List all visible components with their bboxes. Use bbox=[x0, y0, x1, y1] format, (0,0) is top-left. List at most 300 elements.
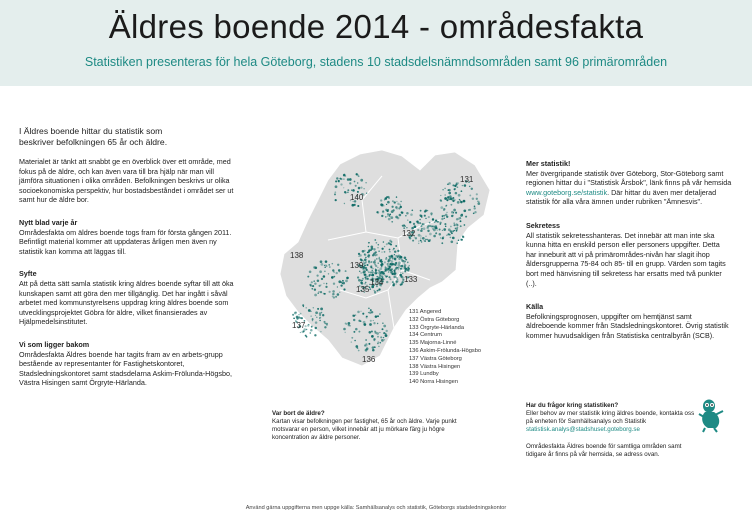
population-dot bbox=[442, 236, 444, 238]
population-dot bbox=[365, 257, 366, 258]
population-dot bbox=[324, 293, 326, 295]
mer-text-part2: . Där hittar du även mer detaljerad statistik för alla våra ämnen under rubriken "Ämnesvis". bbox=[526, 187, 717, 207]
population-dot bbox=[375, 315, 378, 318]
population-dot bbox=[444, 218, 445, 219]
population-dot bbox=[425, 218, 426, 219]
population-dot bbox=[377, 290, 378, 291]
population-dot bbox=[441, 218, 443, 220]
population-dot bbox=[440, 195, 441, 196]
population-dot bbox=[389, 249, 391, 251]
population-dot bbox=[343, 187, 344, 188]
population-dot bbox=[358, 187, 361, 190]
population-dot bbox=[353, 319, 355, 321]
population-dot bbox=[444, 197, 447, 200]
population-dot bbox=[335, 180, 337, 182]
nytt-text: Områdesfakta om äldres boende togs fram för första gången 2011. Befintligt material kommer att uppdateras årligen men även ny statistik kan komma att läggas till. bbox=[19, 227, 232, 256]
population-dot bbox=[360, 320, 361, 321]
population-dot bbox=[400, 268, 402, 270]
population-dot bbox=[360, 311, 361, 312]
population-dot bbox=[404, 266, 406, 268]
population-dot bbox=[469, 186, 471, 188]
population-dot bbox=[365, 339, 367, 341]
population-dot bbox=[300, 332, 301, 333]
population-dot bbox=[335, 199, 337, 201]
population-dot bbox=[443, 209, 444, 210]
population-dot bbox=[369, 288, 371, 290]
map-label: 133 bbox=[404, 275, 418, 284]
map-label: 137 bbox=[292, 321, 306, 330]
population-dot bbox=[457, 182, 459, 184]
population-dot bbox=[442, 215, 444, 217]
population-dot bbox=[380, 272, 382, 274]
population-dot bbox=[347, 178, 350, 181]
map-label: 138 bbox=[290, 251, 304, 260]
population-dot bbox=[357, 205, 359, 207]
population-dot bbox=[336, 272, 338, 274]
population-dot bbox=[354, 181, 356, 183]
population-dot bbox=[456, 224, 458, 226]
population-dot bbox=[307, 276, 309, 278]
population-dot bbox=[388, 259, 391, 262]
population-dot bbox=[453, 197, 454, 198]
population-dot bbox=[464, 224, 466, 226]
population-dot bbox=[329, 266, 331, 268]
population-dot bbox=[375, 268, 376, 269]
population-dot bbox=[462, 236, 463, 237]
population-dot bbox=[404, 257, 407, 260]
population-dot bbox=[367, 252, 368, 253]
population-dot bbox=[351, 341, 352, 342]
population-dot bbox=[425, 236, 427, 238]
population-dot bbox=[381, 261, 383, 263]
population-dot bbox=[473, 212, 475, 214]
population-dot bbox=[312, 318, 314, 320]
population-dot bbox=[373, 248, 375, 250]
population-dot bbox=[418, 243, 419, 244]
population-dot bbox=[450, 240, 453, 243]
population-dot bbox=[371, 331, 373, 333]
population-dot bbox=[378, 346, 380, 348]
population-dot bbox=[313, 307, 314, 308]
population-dot bbox=[444, 229, 445, 230]
population-dot bbox=[367, 278, 369, 280]
population-dot bbox=[386, 281, 388, 283]
population-dot bbox=[450, 230, 453, 233]
population-dot bbox=[320, 260, 323, 263]
population-dot bbox=[292, 314, 294, 316]
population-dot bbox=[377, 267, 378, 268]
population-dot bbox=[389, 242, 391, 244]
population-dot bbox=[377, 341, 379, 343]
population-dot bbox=[390, 216, 393, 219]
population-dot bbox=[372, 268, 374, 270]
population-dot bbox=[333, 296, 335, 298]
population-dot bbox=[324, 326, 326, 328]
population-dot bbox=[459, 199, 461, 201]
population-dot bbox=[449, 195, 452, 198]
population-dot bbox=[372, 349, 375, 352]
population-dot bbox=[457, 186, 459, 188]
population-dot bbox=[309, 284, 311, 286]
population-dot bbox=[321, 312, 322, 313]
population-dot bbox=[377, 270, 378, 271]
mer-text-part: Mer övergripande statistik över Göteborg, Stor-Göteborg samt regionen hittar du i "Statistisk Årsbok", länk finns på vår hemsida bbox=[526, 168, 732, 188]
population-dot bbox=[389, 251, 391, 253]
population-dot bbox=[314, 266, 317, 269]
population-dot bbox=[351, 190, 352, 191]
legend-item: 139 Lundby bbox=[409, 371, 439, 378]
population-dot bbox=[369, 248, 372, 251]
population-dot bbox=[454, 188, 455, 189]
population-dot bbox=[306, 329, 307, 330]
left-column bbox=[19, 126, 241, 388]
population-dot bbox=[383, 337, 384, 338]
population-dot bbox=[446, 205, 447, 206]
population-dot bbox=[378, 250, 379, 251]
population-dot bbox=[364, 253, 366, 255]
population-dot bbox=[395, 255, 396, 256]
population-dot bbox=[424, 210, 426, 212]
population-dot bbox=[455, 192, 458, 195]
population-dot bbox=[435, 233, 436, 234]
population-dot bbox=[380, 199, 382, 201]
population-dot bbox=[450, 204, 452, 206]
population-dot bbox=[428, 216, 430, 218]
population-dot bbox=[368, 246, 370, 248]
syfte-heading: Syfte bbox=[19, 269, 37, 279]
population-dot bbox=[362, 278, 364, 280]
population-dot bbox=[461, 190, 463, 192]
population-dot bbox=[368, 254, 371, 257]
population-dot bbox=[320, 331, 322, 333]
population-dot bbox=[460, 220, 462, 222]
population-dot bbox=[444, 223, 446, 225]
population-dot bbox=[387, 268, 390, 271]
population-dot bbox=[380, 336, 382, 338]
population-dot bbox=[311, 326, 312, 327]
population-dot bbox=[351, 204, 354, 207]
population-dot bbox=[456, 242, 457, 243]
population-dot bbox=[346, 277, 349, 280]
population-dot bbox=[465, 216, 467, 218]
population-dot bbox=[355, 185, 357, 187]
population-dot bbox=[386, 257, 387, 258]
population-dot bbox=[434, 221, 436, 223]
population-dot bbox=[370, 320, 372, 322]
population-dot bbox=[333, 282, 335, 284]
population-dot bbox=[390, 270, 392, 272]
population-dot bbox=[474, 205, 476, 207]
population-dot bbox=[476, 193, 478, 195]
population-dot bbox=[461, 215, 462, 216]
population-dot bbox=[396, 196, 397, 197]
population-dot bbox=[385, 334, 388, 337]
population-dot bbox=[446, 216, 448, 218]
intro-paragraph: Materialet är tänkt att snabbt ge en överblick över ett område, med fokus på de äldre, och kan även vara till bra hjälp när man vill jämföra situationen i olika områden. Befolkningen beskrivs ur olika socioekonomiska perspektiv, hur bostadsbeståndet i området ser ut samt hur de äldre bor. bbox=[19, 157, 234, 205]
population-dot bbox=[315, 311, 318, 314]
legend-item: 131 Angered bbox=[409, 309, 442, 315]
population-dot bbox=[394, 254, 395, 255]
population-dot bbox=[363, 262, 365, 264]
population-dot bbox=[386, 243, 388, 245]
population-dot bbox=[312, 285, 314, 287]
population-dot bbox=[405, 215, 406, 216]
population-dot bbox=[374, 259, 376, 261]
population-dot bbox=[379, 258, 381, 260]
population-dot bbox=[388, 214, 390, 216]
population-dot bbox=[431, 214, 433, 216]
population-dot bbox=[323, 283, 324, 284]
population-dot bbox=[448, 182, 451, 185]
legend-item: 133 Örgryte-Härlanda bbox=[409, 324, 465, 331]
population-dot bbox=[338, 181, 340, 183]
population-dot bbox=[395, 245, 397, 247]
population-dot bbox=[387, 196, 389, 198]
population-dot bbox=[358, 331, 360, 333]
population-dot bbox=[448, 233, 450, 235]
population-dot bbox=[398, 269, 399, 270]
population-dot bbox=[450, 226, 452, 228]
population-dot bbox=[383, 241, 385, 243]
population-dot bbox=[432, 218, 434, 220]
population-dot bbox=[335, 296, 337, 298]
population-dot bbox=[326, 265, 328, 267]
population-dot bbox=[328, 264, 330, 266]
population-dot bbox=[336, 177, 338, 179]
legend-item: 137 Västra Göteborg bbox=[409, 355, 462, 362]
population-dot bbox=[325, 260, 328, 263]
population-dot bbox=[421, 228, 423, 230]
population-dot bbox=[296, 317, 298, 319]
population-dot bbox=[391, 210, 394, 213]
population-dot bbox=[452, 230, 454, 232]
statistik-link[interactable]: www.goteborg.se/statistik bbox=[526, 187, 608, 197]
population-dot bbox=[309, 332, 311, 334]
population-dot bbox=[384, 251, 386, 253]
population-dot bbox=[414, 225, 417, 228]
population-dot bbox=[372, 346, 375, 349]
population-dot bbox=[375, 270, 377, 272]
population-dot bbox=[376, 273, 377, 274]
population-dot bbox=[401, 274, 402, 275]
population-dot bbox=[303, 306, 304, 307]
population-dot bbox=[456, 230, 458, 232]
population-dot bbox=[402, 225, 403, 226]
population-dot bbox=[420, 235, 421, 236]
population-dot bbox=[381, 339, 384, 342]
population-dot bbox=[339, 271, 341, 273]
population-dot bbox=[389, 266, 391, 268]
population-dot bbox=[315, 315, 316, 316]
population-dot bbox=[418, 234, 421, 237]
population-dot bbox=[452, 200, 454, 202]
population-dot bbox=[450, 237, 452, 239]
population-dot bbox=[335, 185, 338, 188]
map-note bbox=[272, 410, 462, 442]
page-title: Äldres boende 2014 - områdesfakta bbox=[108, 8, 644, 45]
population-dot bbox=[401, 259, 402, 260]
population-dot bbox=[322, 314, 324, 316]
population-dot bbox=[435, 221, 436, 222]
population-dot bbox=[368, 343, 370, 345]
fragor-heading: Har du frågor kring statistiken? bbox=[526, 402, 619, 409]
population-dot bbox=[352, 189, 355, 192]
population-dot bbox=[376, 332, 379, 335]
population-dot bbox=[345, 280, 348, 283]
population-dot bbox=[417, 229, 419, 231]
population-dot bbox=[357, 311, 360, 314]
gothenburg-map bbox=[270, 130, 520, 410]
population-dot bbox=[420, 240, 422, 242]
population-dot bbox=[358, 350, 360, 352]
population-dot bbox=[397, 217, 400, 220]
population-dot bbox=[435, 227, 438, 230]
intro-text: I Äldres boende hittar du statistik som beskriver befolkningen 65 år och äldre. bbox=[19, 126, 168, 147]
population-dot bbox=[433, 235, 436, 238]
population-dot bbox=[402, 260, 404, 262]
population-dot bbox=[368, 271, 370, 273]
legend-item: 135 Majorna-Linné bbox=[409, 340, 457, 347]
population-dot bbox=[429, 225, 431, 227]
population-dot bbox=[368, 242, 370, 244]
population-dot bbox=[371, 274, 374, 277]
population-dot bbox=[447, 189, 449, 191]
population-dot bbox=[399, 214, 402, 217]
population-dot bbox=[387, 215, 389, 217]
population-dot bbox=[396, 280, 399, 283]
population-dot bbox=[344, 191, 346, 193]
kalla-text: Befolkningsprognosen, uppgifter om hemtjänst samt äldreboende kommer från Stadsledningskontoret. Övrig statistik kommer huvudsakligen från Statistiska centralbyrån (SCB). bbox=[526, 311, 729, 340]
population-dot bbox=[396, 208, 398, 210]
population-dot bbox=[326, 323, 328, 325]
population-dot bbox=[383, 332, 385, 334]
population-dot bbox=[383, 325, 386, 328]
population-dot bbox=[397, 203, 399, 205]
population-dot bbox=[317, 280, 320, 283]
population-dot bbox=[365, 344, 367, 346]
population-dot bbox=[442, 189, 443, 190]
population-dot bbox=[345, 323, 347, 325]
population-dot bbox=[317, 293, 318, 294]
population-dot bbox=[398, 207, 400, 209]
sekretess-heading: Sekretess bbox=[526, 220, 560, 230]
population-dot bbox=[440, 223, 441, 224]
population-dot bbox=[440, 199, 442, 201]
population-dot bbox=[458, 240, 460, 242]
population-dot bbox=[395, 267, 397, 269]
map-label: 134 bbox=[370, 278, 384, 287]
population-dot bbox=[337, 286, 338, 287]
population-dot bbox=[445, 226, 447, 228]
population-dot bbox=[392, 271, 393, 272]
map-svg bbox=[270, 130, 520, 410]
population-dot bbox=[390, 278, 392, 280]
population-dot bbox=[396, 283, 397, 284]
population-dot bbox=[469, 194, 471, 196]
syfte-text: Att på detta sätt samla statistik kring äldres boende syftar till att öka kunskapen samt att göra den mer tillgänglig. Det har ingått i såväl arbetet med kommunstyrelsens uppdrag kring äldres boende som utvecklingsprojektet Göbra för äldre, vilket finansierades av Hjälpmedelsinstitutet. bbox=[19, 278, 234, 327]
population-dot bbox=[318, 291, 319, 292]
population-dot bbox=[339, 292, 340, 293]
population-dot bbox=[400, 265, 401, 266]
population-dot bbox=[385, 330, 387, 332]
population-dot bbox=[364, 323, 366, 325]
population-dot bbox=[440, 206, 443, 209]
population-dot bbox=[373, 261, 376, 264]
population-dot bbox=[384, 339, 386, 341]
population-dot bbox=[363, 188, 364, 189]
legend-item: 134 Centrum bbox=[409, 332, 442, 339]
population-dot bbox=[453, 209, 456, 212]
map-label: 132 bbox=[402, 229, 416, 238]
population-dot bbox=[456, 227, 458, 229]
population-dot bbox=[314, 334, 316, 336]
population-dot bbox=[368, 275, 369, 276]
population-dot bbox=[398, 262, 401, 265]
population-dot bbox=[316, 317, 318, 319]
population-dot bbox=[400, 201, 401, 202]
population-dot bbox=[321, 278, 323, 280]
population-dot bbox=[423, 223, 425, 225]
population-dot bbox=[458, 194, 461, 197]
population-dot bbox=[357, 276, 359, 278]
contact-email[interactable]: statistisk.analys@stadshuset.goteborg.se bbox=[526, 426, 640, 433]
header-banner bbox=[0, 0, 752, 86]
omrade-text: Områdesfakta Äldres boende för samtliga områden samt tidigare år finns på vår hemsida, se adress ovan. bbox=[526, 443, 682, 458]
population-dot bbox=[425, 239, 427, 241]
kalla-heading: Källa bbox=[526, 302, 544, 312]
population-dot bbox=[372, 271, 373, 272]
population-dot bbox=[398, 257, 401, 260]
population-dot bbox=[323, 275, 326, 278]
population-dot bbox=[382, 328, 384, 330]
population-dot bbox=[293, 317, 295, 319]
map-legend bbox=[409, 309, 481, 387]
population-dot bbox=[370, 309, 372, 311]
population-dot bbox=[294, 312, 297, 315]
map-label: 135 bbox=[356, 285, 370, 294]
population-dot bbox=[424, 215, 426, 217]
population-dot bbox=[382, 272, 384, 274]
mer-heading: Mer statistik! bbox=[526, 159, 571, 168]
population-dot bbox=[400, 272, 402, 274]
population-dot bbox=[396, 277, 398, 279]
population-dot bbox=[381, 251, 382, 252]
population-dot bbox=[364, 274, 366, 276]
population-dot bbox=[319, 320, 320, 321]
population-dot bbox=[460, 200, 461, 201]
population-dot bbox=[324, 265, 325, 266]
population-dot bbox=[373, 252, 376, 255]
population-dot bbox=[401, 265, 404, 268]
population-dot bbox=[407, 219, 408, 220]
population-dot bbox=[321, 263, 324, 266]
population-dot bbox=[359, 271, 360, 272]
population-dot bbox=[358, 253, 360, 255]
population-dot bbox=[314, 282, 316, 284]
population-dot bbox=[385, 266, 387, 268]
population-dot bbox=[316, 274, 318, 276]
nytt-heading: Nytt blad varje år bbox=[19, 217, 78, 227]
population-dot bbox=[420, 229, 423, 232]
population-dot bbox=[377, 211, 380, 214]
population-dot bbox=[312, 320, 313, 321]
population-dot bbox=[332, 293, 334, 295]
population-dot bbox=[395, 262, 397, 264]
population-dot bbox=[385, 270, 387, 272]
population-dot bbox=[405, 259, 407, 261]
population-dot bbox=[358, 279, 361, 282]
population-dot bbox=[460, 239, 462, 241]
